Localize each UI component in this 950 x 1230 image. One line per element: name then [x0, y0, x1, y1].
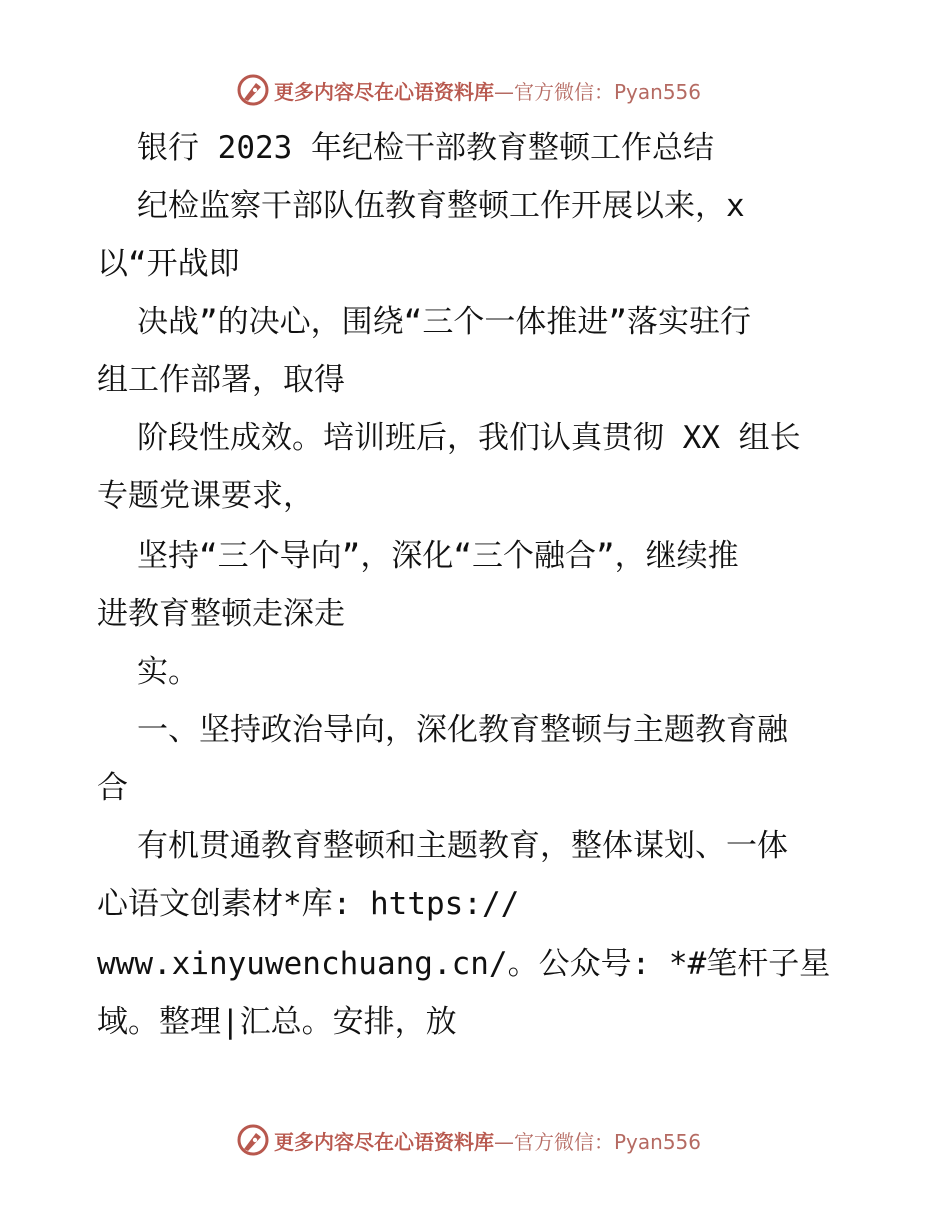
- text-line: 决战”的决心，围绕“三个一体推进”落实驻行: [137, 304, 751, 340]
- section-heading: 一、坚持政治导向，深化教育整顿与主题教育融: [137, 712, 788, 748]
- pen-nib-circle-icon: [236, 73, 270, 107]
- text-line: 心语文创素材*库: https://: [97, 886, 520, 922]
- text-line: 纪检监察干部队伍教育整顿工作开展以来，x: [137, 188, 745, 224]
- text-line: 专题党课要求，: [97, 478, 314, 514]
- text-line: 以“开战即: [97, 246, 240, 282]
- text-line: 坚持“三个导向”，深化“三个融合”，继续推: [137, 538, 739, 574]
- text-line: 有机贯通教育整顿和主题教育，整体谋划、一体: [137, 828, 788, 864]
- watermark-site-text: 更多内容尽在心语资料库: [274, 79, 494, 104]
- footer-watermark: [236, 1123, 701, 1157]
- document-title: 银行 2023 年纪检干部教育整顿工作总结: [137, 130, 714, 166]
- watermark-site-text: 更多内容尽在心语资料库: [274, 1129, 494, 1154]
- text-line: 阶段性成效。培训班后，我们认真贯彻 XX 组长: [137, 420, 801, 456]
- text-line: 进教育整顿走深走: [97, 596, 345, 632]
- watermark-contact-text: —官方微信：Pyan556: [494, 79, 702, 104]
- text-line: 实。: [137, 654, 199, 690]
- text-line: www.xinyuwenchuang.cn/。公众号: *#笔杆子星: [97, 946, 831, 982]
- pen-nib-circle-icon: [236, 1123, 270, 1157]
- text-line: 合: [97, 770, 128, 806]
- header-watermark: [236, 73, 701, 107]
- text-line: 域。整理|汇总。安排，放: [97, 1004, 457, 1040]
- text-line: 组工作部署，取得: [97, 362, 345, 398]
- watermark-contact-text: —官方微信：Pyan556: [494, 1129, 702, 1154]
